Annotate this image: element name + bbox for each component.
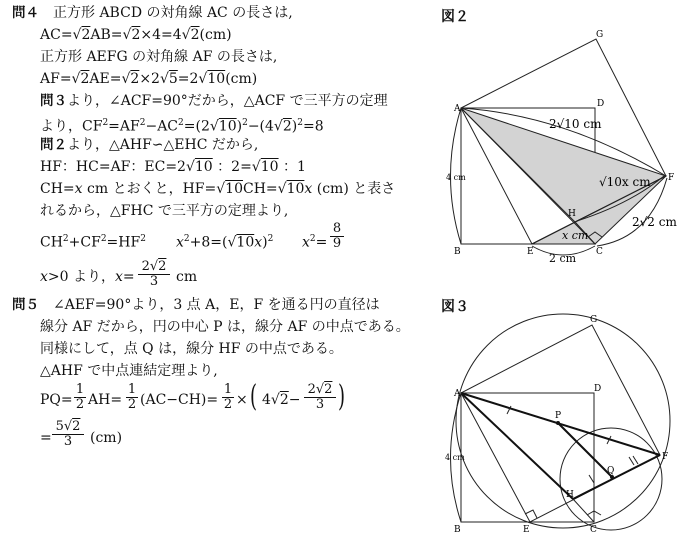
figure3-line-af: [461, 393, 660, 455]
figure2-label-d: D: [597, 99, 605, 109]
figure3-label-f: F: [662, 452, 669, 462]
q4-line-4: AF=√2AE=√2×2√5=2√10(cm): [40, 71, 258, 87]
q4-line-6: より，$CF^2=AF^2-AC^2=(2√10)^2-(4√2)^2=8$: [40, 118, 324, 135]
figure2-length-af: 2√10 cm: [549, 117, 602, 131]
q5-line-1: 問５ ∠AEF=90°より，3 点 A，E，F を通る円の直径は: [12, 297, 380, 313]
figure3-label-p: P: [555, 411, 562, 421]
q5-line-3: 同様にして，点 Q は，線分 HF の中点である。: [40, 341, 343, 357]
q5-heading: 問５: [12, 297, 39, 313]
q4-heading: 問４: [12, 5, 39, 21]
figure2-label-c: C: [596, 247, 603, 257]
figure2-label-e: E: [527, 247, 534, 257]
figure3-label-q: Q: [607, 466, 615, 476]
figure3-length-side: 4 cm: [445, 453, 465, 462]
figure2-length-hf: √10x cm: [599, 175, 651, 189]
q4-line-10: れるから，△FHC で三平方の定理より,: [40, 203, 289, 219]
figure2-label-g: G: [596, 30, 604, 40]
figure3-title: 図３: [441, 299, 469, 315]
figure3-line-hc: [573, 499, 594, 522]
q4-line-5: 問３より，∠ACF=90°だから，△ACF で三平方の定理: [40, 93, 388, 109]
figure3-label-e: E: [523, 525, 530, 535]
figure2-label-a: A: [454, 104, 461, 114]
figure2-length-ch: x cm: [562, 229, 589, 242]
figure3-tick-marks: [507, 406, 638, 483]
figure2-length-cf: 2√2 cm: [632, 215, 677, 229]
q4-line-1: 問４ 正方形 ABCD の対角線 AC の長さは,: [12, 5, 293, 21]
figure3-label-g: G: [590, 315, 598, 325]
q4-line-8: HF：HC=AF：EC=2√10 ：2=√10 ：1: [40, 159, 306, 175]
figure3-label-d: D: [594, 384, 602, 394]
q4-line-7: 問２より，△AHF∽△EHC だから,: [40, 137, 259, 153]
figure2-length-ec: 2 cm: [549, 252, 577, 265]
figure3-label-h: H: [566, 490, 574, 500]
figure2-label-h: H: [568, 209, 576, 219]
figure3-label-c: C: [590, 525, 597, 535]
figure2-label-b: B: [454, 247, 461, 257]
figure3-point-p: [556, 421, 560, 425]
q4-line-3: 正方形 AEFG の対角線 AF の長さは,: [40, 49, 278, 65]
q4-line-2: AC=√2AB=√2×4=4√2(cm): [40, 27, 232, 43]
figure3-label-a: A: [454, 389, 461, 399]
figure2-title: 図２: [441, 9, 469, 25]
figure3-line-ah: [461, 393, 573, 499]
q4-line-9: CH=x cm とおくと，HF=√10CH=√10x (cm) と表さ: [40, 181, 396, 197]
figure3-label-b: B: [454, 525, 461, 535]
figure2-length-side: 4 cm: [446, 173, 466, 182]
q5-line-4: △AHF で中点連結定理より,: [40, 363, 218, 379]
q5-line-2: 線分 AF だから，円の中心 P は，線分 AF の中点である。: [40, 319, 410, 335]
figure2-label-f: F: [668, 173, 675, 183]
figure3-line-hf: [573, 455, 660, 499]
